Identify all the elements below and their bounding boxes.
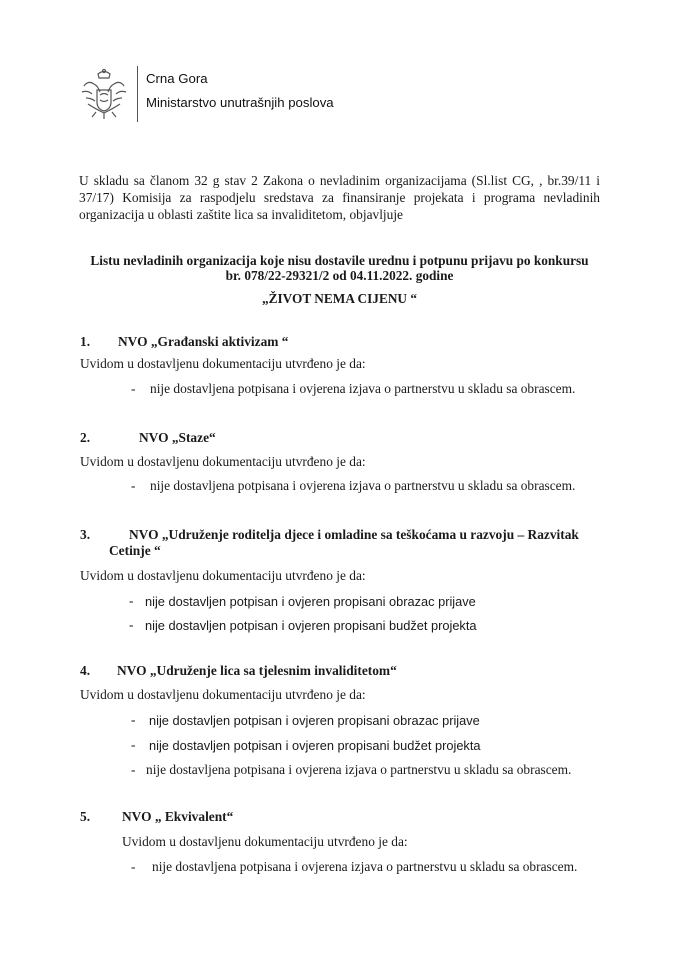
section-2-number: 2. <box>80 430 91 445</box>
section-1-name: NVO „Građanski aktivizam “ <box>118 334 289 349</box>
intro-paragraph: U skladu sa članom 32 g stav 2 Zakona o nevladinim organizacijama (Sl.list CG, , br.39/11 i 37/17) Komisija za raspodjelu sredstava za finansiranje projekata i programa nevladinih organizacija u oblasti zaštite lica sa invaliditetom, objavljuje <box>79 173 600 222</box>
section-5-statement: Uvidom u dostavljenu dokumentaciju utvrđeno je da: <box>122 834 408 849</box>
header-country: Crna Gora <box>146 71 208 86</box>
title-line2: br. 078/22-29321/2 od 04.11.2022. godine <box>225 268 454 283</box>
list-dash: - <box>131 478 136 493</box>
section-3-item-1: nije dostavljen potpisan i ovjeren propisani obrazac prijave <box>145 594 476 609</box>
section-2-item-1: nije dostavljena potpisana i ovjerena izjava o partnerstvu u skladu sa obrascem. <box>150 478 576 493</box>
section-4-item-2: nije dostavljen potpisan i ovjeren propisani budžet projekta <box>149 738 481 753</box>
list-dash: - <box>131 859 136 874</box>
list-dash: - <box>131 381 136 396</box>
section-3-statement: Uvidom u dostavljenu dokumentaciju utvrđeno je da: <box>80 568 366 583</box>
list-dash: - <box>129 593 134 608</box>
coat-of-arms-logo <box>78 68 130 120</box>
section-4-statement: Uvidom u dostavljenu dokumentaciju utvrđeno je da: <box>80 687 366 702</box>
list-dash: - <box>131 737 136 752</box>
section-3-name-line2: Cetinje “ <box>109 543 161 558</box>
section-4-number: 4. <box>80 663 91 678</box>
title-line1: Listu nevladinih organizacija koje nisu dostavile urednu i potpunu prijavu po konkursu <box>90 253 589 268</box>
section-1-item-1: nije dostavljena potpisana i ovjerena izjava o partnerstvu u skladu sa obrascem. <box>150 381 576 396</box>
section-3-number: 3. <box>80 527 91 542</box>
list-dash: - <box>131 762 136 777</box>
list-dash: - <box>131 712 136 727</box>
section-1-statement: Uvidom u dostavljenu dokumentaciju utvrđeno je da: <box>80 356 366 371</box>
section-3-name-line1: NVO „Udruženje roditelja djece i omladine sa teškoćama u razvoju – Razvitak <box>129 527 579 542</box>
section-5-number: 5. <box>80 809 91 824</box>
section-2-statement: Uvidom u dostavljenu dokumentaciju utvrđeno je da: <box>80 454 366 469</box>
section-2-name: NVO „Staze“ <box>139 430 216 445</box>
header-ministry: Ministarstvo unutrašnjih poslova <box>146 95 334 110</box>
header-divider <box>137 66 138 122</box>
list-dash: - <box>129 617 134 632</box>
section-1-number: 1. <box>80 334 91 349</box>
section-4-item-1: nije dostavljen potpisan i ovjeren propisani obrazac prijave <box>149 713 480 728</box>
section-5-item-1: nije dostavljena potpisana i ovjerena izjava o partnerstvu u skladu sa obrascem. <box>152 859 578 874</box>
title-line3: „ŽIVOT NEMA CIJENU “ <box>261 291 417 306</box>
section-4-name: NVO „Udruženje lica sa tjelesnim invaliditetom“ <box>117 663 397 678</box>
section-5-name: NVO „ Ekvivalent“ <box>122 809 234 824</box>
section-4-item-3: nije dostavljena potpisana i ovjerena izjava o partnerstvu u skladu sa obrascem. <box>146 762 572 777</box>
section-3-item-2: nije dostavljen potpisan i ovjeren propisani budžet projekta <box>145 618 477 633</box>
